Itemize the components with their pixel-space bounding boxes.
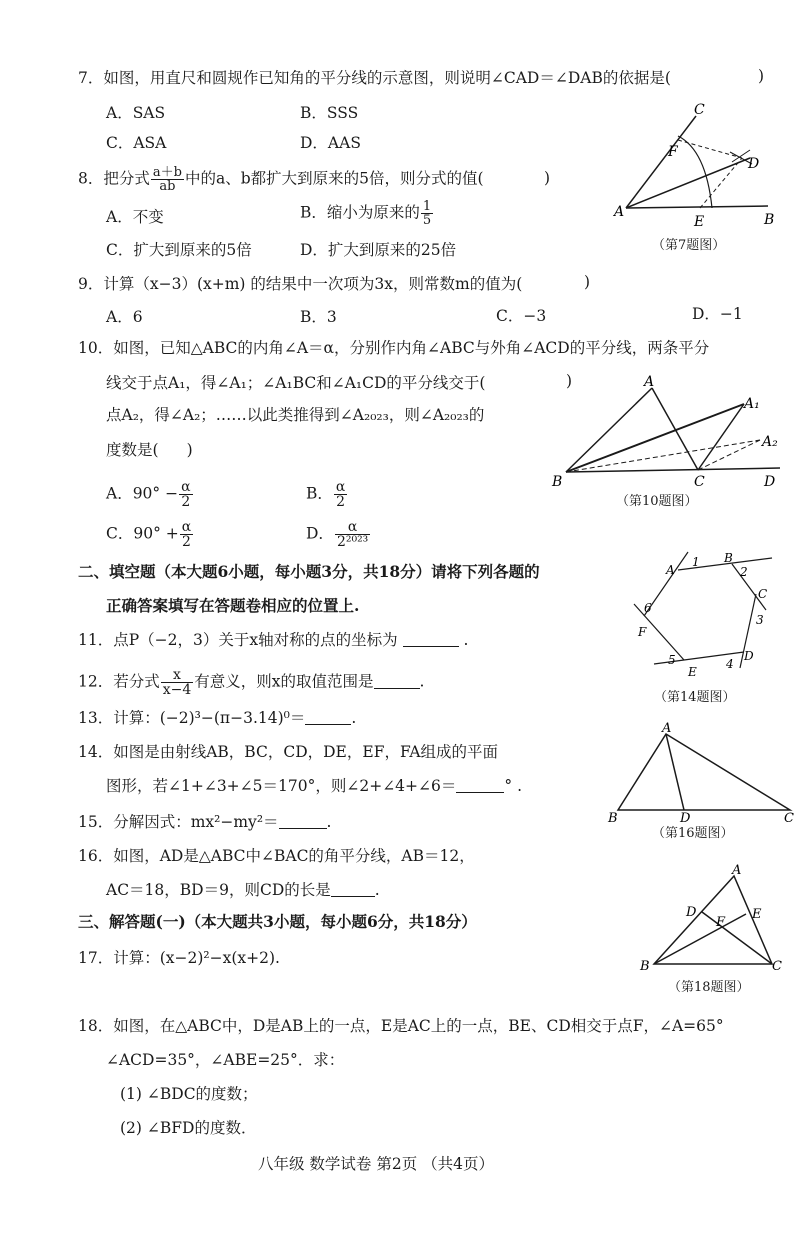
fig10-dash-ba2 (566, 440, 760, 472)
q13-post: . (351, 709, 357, 727)
q10-d-num: α (335, 520, 370, 535)
figure-16-caption: （第16题图） (652, 826, 734, 841)
figure-10 (548, 372, 788, 496)
q7-stem (78, 68, 671, 88)
q15 (78, 812, 331, 832)
figure-18-caption: （第18题图） (668, 980, 750, 995)
q8-option-b-den: 5 (422, 213, 432, 228)
fig7-label-e: E (694, 214, 705, 230)
fig10-label-d: D (764, 474, 776, 490)
q12-num: x (161, 668, 194, 683)
fig18-label-c: C (772, 959, 782, 974)
q10-option-b-fraction (334, 480, 347, 509)
q8-option-c: C．扩大到原来的5倍 (106, 241, 252, 259)
fig14-angle-6: 6 (644, 601, 652, 615)
q10-line3: 点A₂，得∠A₂；……以此类推得到∠A₂₀₂₃，则∠A₂₀₂₃的 (106, 406, 485, 424)
q10-a-den: 2 (181, 494, 191, 510)
fig14-angle-4: 4 (726, 657, 734, 671)
q8-fraction-num: a＋b (152, 165, 182, 180)
q10-c-den: 2 (182, 534, 191, 550)
q8-option-d: D．扩大到原来的25倍 (300, 241, 457, 259)
q15-text: 15．分解因式：mx²−my²＝ (78, 813, 279, 831)
fig14-angle-2: 2 (740, 565, 748, 579)
q7-option-d: D．AAS (300, 134, 361, 152)
figure-14-caption: （第14题图） (654, 690, 736, 705)
page-footer: 八年级 数学试卷 第2页 （共4页） (258, 1155, 495, 1173)
q16-line2-post: . (374, 881, 380, 899)
fig7-arc-main (678, 136, 712, 208)
q10-line1: 10．如图，已知△ABC的内角∠A＝α，分别作内角∠ABC与外角∠ACD的平分线，两条平分 (78, 339, 710, 357)
fig14-angle-5: 5 (668, 653, 676, 667)
section2-instruction: 正确答案填写在答题卷相应的位置上. (106, 596, 360, 615)
q11-text: 11．点P（−2，3）关于x轴对称的点的坐标为 (78, 631, 398, 649)
fig10-side-ab (566, 388, 652, 472)
q8-fraction (151, 166, 184, 193)
section2-title: 二、填空题（本大题6小题，每小题3分，共18分）请将下列各题的 (78, 562, 540, 581)
fig18-label-e: E (752, 907, 762, 922)
q14-line2-text: 图形，若∠1+∠3+∠5＝170°，则∠2+∠4+∠6＝ (106, 777, 457, 795)
q8-stem (78, 166, 484, 193)
q7-option-c: C．ASA (106, 134, 167, 152)
fig16-label-d: D (680, 811, 691, 826)
fig10-label-a1: A₁ (744, 396, 760, 412)
q12-fraction (161, 668, 194, 697)
fig10-label-c: C (694, 474, 705, 490)
q9-stem: 9．计算（x−3）(x+m) 的结果中一次项为3x，则常数m的值为( (78, 275, 523, 293)
q10-b-num: α (335, 479, 346, 495)
q14-line2 (106, 776, 522, 796)
fig14-angle-1: 1 (692, 555, 700, 569)
q9-paren-close: ) (584, 273, 591, 291)
q12-answer-blank[interactable] (374, 672, 420, 689)
q10-option-b-text: B． (306, 484, 333, 503)
q16-line2 (106, 880, 380, 900)
q18-line1: 18．如图，在△ABC中，D是AB上的一点，E是AC上的一点，BE、CD相交于点F，∠A=65° (78, 1017, 724, 1035)
q7-stem-text: 7．如图，用直尺和圆规作已知角的平分线的示意图，则说明∠CAD＝∠DAB的依据是( (78, 69, 671, 87)
q17: 17．计算：(x−2)²−x(x+2). (78, 949, 280, 967)
q10-a-num: α (181, 479, 191, 495)
q7-option-a: A．SAS (106, 104, 166, 122)
fig16-label-c: C (784, 811, 794, 826)
q15-answer-blank[interactable] (279, 813, 327, 830)
q9-option-c: C．−3 (496, 307, 547, 325)
fig7-label-d: D (748, 156, 760, 172)
fig14-label-e: E (688, 665, 697, 679)
fig14-label-d: D (744, 649, 754, 663)
q12-pre: 12．若分式 (78, 672, 160, 691)
fig14-label-b: B (724, 551, 733, 565)
fig18-label-b: B (640, 959, 650, 974)
q11 (78, 630, 468, 650)
figure-16 (604, 722, 792, 824)
q10-option-a (106, 480, 194, 509)
fig18-label-d: D (686, 905, 697, 920)
fig7-label-c: C (694, 102, 705, 118)
q10-line4-close: ) (186, 441, 193, 459)
q8-pre: 8．把分式 (78, 169, 150, 188)
q7-paren-close: ) (758, 67, 765, 85)
q13-text: 13．计算：(−2)³−(π−3.14)⁰＝ (78, 709, 306, 727)
q14-line2-post: ° . (504, 777, 522, 795)
q10-option-d-text: D． (306, 524, 334, 543)
fig10-label-a2: A₂ (762, 434, 778, 450)
q18-sub2: (2) ∠BFD的度数． (120, 1119, 257, 1137)
fig7-ray-ab (626, 206, 768, 208)
q10-line2-close: ) (566, 372, 573, 390)
q8-post: 中的a、b都扩大到原来的5倍，则分式的值( (184, 169, 484, 188)
q12-post: 有意义，则x的取值范围是 (194, 672, 374, 691)
q15-post: . (326, 813, 332, 831)
q16-answer-blank[interactable] (331, 881, 375, 898)
q10-option-a-fraction (179, 480, 192, 509)
fig10-label-a: A (644, 374, 655, 390)
q14-answer-blank[interactable] (456, 777, 504, 794)
figure-14-diagram (626, 548, 786, 682)
figure-18-diagram (636, 862, 786, 974)
fig14-label-f: F (638, 625, 647, 639)
q13 (78, 708, 356, 728)
fig16-triangle-abc (618, 734, 790, 810)
q9-option-d: D．−1 (692, 305, 743, 323)
q16-line2-text: AC＝18，BD＝9，则CD的长是 (106, 881, 331, 899)
q18-sub1: (1) ∠BDC的度数； (120, 1085, 258, 1103)
q9-option-b: B．3 (300, 308, 337, 326)
fig10-label-b: B (552, 474, 563, 490)
q10-option-d (306, 520, 371, 549)
q10-line2: 线交于点A₁，得∠A₁；∠A₁BC和∠A₁CD的平分线交于( (106, 374, 486, 392)
fig14-label-a: A (666, 563, 675, 577)
fig7-dash-fd (678, 140, 742, 158)
q8-option-a: A．不变 (106, 208, 164, 226)
q10-c-num: α (181, 519, 192, 535)
fig10-line-ca1 (698, 404, 744, 470)
fig10-side-ac (652, 388, 698, 470)
q10-d-den: 2²⁰²³ (336, 534, 369, 550)
fig18-segment-be (654, 914, 746, 964)
fig16-bisector-ad (666, 734, 684, 810)
q10-option-c-text: C．90° + (106, 524, 179, 543)
q11-post: . (463, 631, 469, 649)
q12-end: . (419, 672, 425, 691)
q18-line2: ∠ACD=35°，∠ABE=25°．求： (106, 1051, 345, 1069)
figure-10-diagram (548, 372, 788, 496)
q14-line1: 14．如图是由射线AB，BC，CD，DE，EF，FA组成的平面 (78, 743, 499, 761)
q10-option-a-text: A．90° − (106, 484, 179, 503)
fig16-label-b: B (608, 811, 618, 826)
q8-option-b-num: 1 (422, 199, 432, 214)
q10-option-c-fraction (180, 520, 193, 549)
q12 (78, 668, 424, 697)
fig7-label-f: F (668, 144, 678, 160)
q10-option-c (106, 520, 194, 549)
q8-paren-close: ) (544, 169, 551, 187)
figure-14 (626, 548, 786, 682)
fig16-label-a: A (662, 721, 672, 736)
q7-option-b: B．SSS (300, 104, 359, 122)
fig10-line-ba1 (566, 404, 744, 472)
q16-line1: 16．如图，AD是△ABC中∠BAC的角平分线，AB＝12， (78, 847, 475, 865)
figure-18 (636, 862, 786, 974)
q13-answer-blank[interactable] (305, 709, 351, 726)
q10-line4-text: 度数是( (106, 441, 159, 459)
fig7-label-b: B (764, 212, 775, 228)
fig18-label-f: F (716, 915, 726, 930)
fig14-angle-3: 3 (756, 613, 764, 627)
q12-den: x−4 (162, 682, 192, 698)
figure-7-diagram (606, 98, 792, 234)
q8-option-b (300, 200, 434, 227)
fig10-line-bd (566, 468, 780, 472)
figure-10-caption: （第10题图） (616, 494, 698, 509)
q9-option-a: A．6 (106, 308, 143, 326)
q11-answer-blank[interactable] (403, 631, 459, 648)
section3-title: 三、解答题(一)（本大题共3小题，每小题6分，共18分） (78, 912, 477, 931)
q8-option-b-text: B．缩小为原来的 (300, 203, 420, 222)
q8-option-b-fraction (421, 200, 433, 227)
q10-line4 (106, 440, 193, 460)
figure-7 (606, 98, 792, 234)
fig10-dash-ca2 (698, 440, 760, 470)
q10-option-b (306, 480, 348, 509)
fig18-label-a: A (732, 863, 742, 878)
figure-7-caption: （第7题图） (652, 238, 726, 253)
q10-b-den: 2 (336, 494, 346, 510)
fig14-label-c: C (758, 587, 768, 601)
q10-option-d-fraction (335, 520, 370, 549)
fig7-dash-ed (700, 158, 742, 208)
q8-fraction-den: ab (159, 179, 176, 194)
fig7-label-a: A (614, 204, 625, 220)
figure-16-diagram (604, 722, 792, 824)
